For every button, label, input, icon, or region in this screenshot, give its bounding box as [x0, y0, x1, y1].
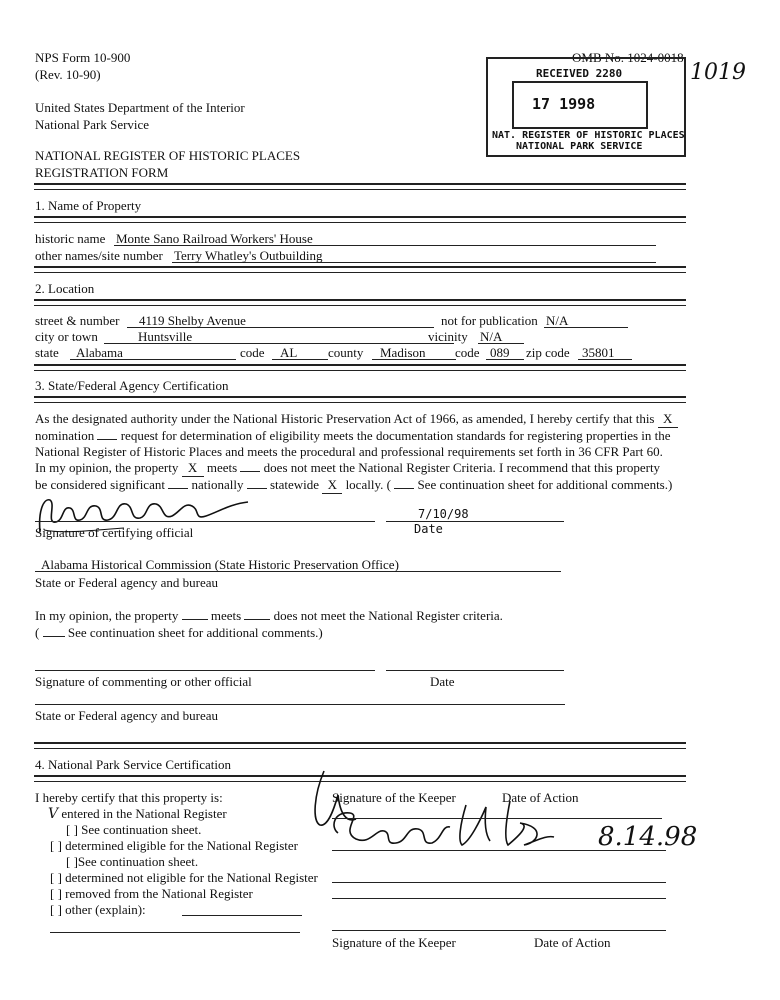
- section-divider: [34, 396, 686, 403]
- other-explain-line: [182, 915, 302, 916]
- opinion-blank-continuation: [43, 636, 65, 637]
- stamp-line1: NAT. REGISTER OF HISTORIC PLACES: [492, 130, 685, 141]
- cert-text-6: meets: [206, 460, 238, 475]
- date-line-commenting: [386, 670, 564, 671]
- cert-blank-nationally: [168, 488, 188, 489]
- stamp-received: RECEIVED 2280: [536, 67, 623, 80]
- county-label: county: [328, 345, 364, 360]
- certifying-date-value: 7/10/98: [418, 507, 469, 521]
- option-removed: [ ] removed from the National Register: [50, 886, 253, 901]
- commenting-agency-label: State or Federal agency and bureau: [35, 708, 219, 723]
- county-value: Madison: [372, 345, 456, 360]
- keeper-signature-line: [332, 818, 662, 819]
- section3-heading: 3. State/Federal Agency Certification: [35, 378, 229, 393]
- certifying-signature-label: Signature of certifying official: [35, 525, 194, 540]
- certifying-agency-value: Alabama Historical Commission (State Historic Preservation Office): [35, 557, 561, 572]
- county-code-label: code: [455, 345, 480, 360]
- not-for-publication-value: N/A: [544, 313, 628, 328]
- cert-text-1: As the designated authority under the National Historic Preservation Act of 1966, as amended, I hereby certify that this: [35, 411, 655, 426]
- department: United States Department of the Interior: [35, 100, 245, 115]
- received-stamp: [486, 57, 686, 157]
- city-value: Huntsville: [104, 329, 454, 344]
- form-title: NATIONAL REGISTER OF HISTORIC PLACES: [35, 148, 301, 163]
- vicinity-value: N/A: [478, 329, 524, 344]
- keeper-signature-label: Signature of the Keeper: [332, 790, 456, 805]
- other-names-label: other names/site number: [35, 248, 163, 263]
- state-code-label: code: [240, 345, 265, 360]
- stamp-date-box: [512, 81, 648, 129]
- form-revision: (Rev. 10-90): [35, 67, 101, 82]
- cert-blank-request: [97, 439, 117, 440]
- certification-paragraph: [35, 411, 735, 494]
- option-entered: [48, 806, 227, 822]
- signature-line-commenting: [35, 670, 375, 671]
- keeper-line-3: [332, 882, 666, 883]
- form-subtitle: REGISTRATION FORM: [35, 165, 169, 180]
- commenting-signature-label: Signature of commenting or other official: [35, 674, 252, 689]
- county-code-value: 089: [486, 345, 524, 360]
- signature-line-certifying: [35, 521, 375, 522]
- keeper-signature-label-bottom: Signature of the Keeper: [332, 935, 456, 950]
- keeper-line-4: [332, 898, 666, 899]
- commenting-date-label: Date: [430, 674, 455, 689]
- keeper-action-label-bottom: Date of Action: [534, 935, 611, 950]
- nps-intro: I hereby certify that this property is:: [35, 790, 223, 805]
- keeper-date-value: 8.14.98: [598, 822, 698, 852]
- certifying-date-label: Date: [414, 522, 443, 536]
- option-entered-text: entered in the National Register: [61, 806, 227, 821]
- cert-text-10: statewide: [269, 477, 320, 492]
- option-eligible-continuation: [ ]See continuation sheet.: [66, 854, 199, 869]
- state-value: Alabama: [70, 345, 236, 360]
- cert-text-12: See continuation sheet for additional comments.): [417, 477, 673, 492]
- section-divider: [34, 216, 686, 223]
- cert-mark-meets: X: [182, 460, 204, 477]
- cert-blank-continuation: [394, 488, 414, 489]
- option-eligible: [ ] determined eligible for the National Register: [50, 838, 298, 853]
- entered-checkmark: V: [48, 806, 59, 822]
- section-divider: [34, 742, 686, 749]
- opinion-text-4: See continuation sheet for additional comments.): [67, 625, 323, 640]
- opinion-blank-not-meet: [244, 619, 270, 620]
- reference-number: 1019: [690, 60, 746, 85]
- date-line-certifying: [386, 521, 564, 522]
- section-divider: [34, 266, 686, 273]
- cert-blank-statewide: [247, 488, 267, 489]
- not-for-publication-label: not for publication: [441, 313, 538, 328]
- stamp-line2: NATIONAL PARK SERVICE: [516, 141, 643, 152]
- option-not-eligible: [ ] determined not eligible for the National Register: [50, 870, 318, 885]
- historic-name-label: historic name: [35, 231, 106, 246]
- cert-blank-not-meet: [240, 471, 260, 472]
- opinion-text-1: In my opinion, the property: [35, 608, 179, 623]
- city-label: city or town: [35, 329, 98, 344]
- section2-heading: 2. Location: [35, 281, 95, 296]
- cert-mark-nomination: X: [658, 411, 678, 428]
- opinion-line: [35, 608, 503, 624]
- street-value: 4119 Shelby Avenue: [127, 313, 434, 328]
- historic-name-value: Monte Sano Railroad Workers' House: [114, 231, 656, 246]
- cert-text-2: nomination: [35, 428, 95, 443]
- opinion-blank-meets: [182, 619, 208, 620]
- state-code-value: AL: [272, 345, 328, 360]
- other-names-value: Terry Whatley's Outbuilding: [172, 248, 656, 263]
- opinion-continuation: [35, 625, 323, 641]
- cert-text-11: locally. (: [345, 477, 391, 492]
- section-divider: [34, 364, 686, 371]
- agency: National Park Service: [35, 117, 150, 132]
- option-other: [ ] other (explain):: [50, 902, 146, 917]
- vicinity-label: vicinity: [428, 329, 468, 344]
- cert-mark-locally: X: [322, 477, 342, 494]
- section-divider: [34, 183, 686, 190]
- stamp-date: 17 1998: [532, 95, 596, 113]
- opinion-text-2: meets: [210, 608, 242, 623]
- street-label: street & number: [35, 313, 120, 328]
- certifying-agency-label: State or Federal agency and bureau: [35, 575, 219, 590]
- opinion-text-3: does not meet the National Register criteria.: [273, 608, 503, 623]
- keeper-line-5: [332, 930, 666, 931]
- zip-label: zip code: [526, 345, 570, 360]
- cert-text-8: be considered significant: [35, 477, 165, 492]
- cert-text-9: nationally: [191, 477, 244, 492]
- cert-text-3: request for determination of eligibility meets the documentation standards for registering properties in the: [120, 428, 671, 443]
- agency-line-commenting: [35, 704, 565, 705]
- cert-text-7: does not meet the National Register Criteria. I recommend that this property: [263, 460, 661, 475]
- cert-text-5: In my opinion, the property: [35, 460, 179, 475]
- keeper-line-2: [332, 850, 666, 851]
- section4-heading: 4. National Park Service Certification: [35, 757, 232, 772]
- omb-number: OMB No. 1024-0018: [572, 50, 684, 65]
- opinion-open-paren: (: [35, 625, 40, 640]
- zip-value: 35801: [578, 345, 632, 360]
- keeper-action-label: Date of Action: [502, 790, 579, 805]
- option-entered-continuation: [ ] See continuation sheet.: [66, 822, 202, 837]
- section1-heading: 1. Name of Property: [35, 198, 142, 213]
- form-number: NPS Form 10-900: [35, 50, 131, 65]
- cert-text-4: National Register of Historic Places and meets the procedural and professional requirements set forth in 36 CFR Part 60.: [35, 444, 663, 459]
- state-label: state: [35, 345, 59, 360]
- other-explain-line-2: [50, 932, 300, 933]
- section-divider: [34, 299, 686, 306]
